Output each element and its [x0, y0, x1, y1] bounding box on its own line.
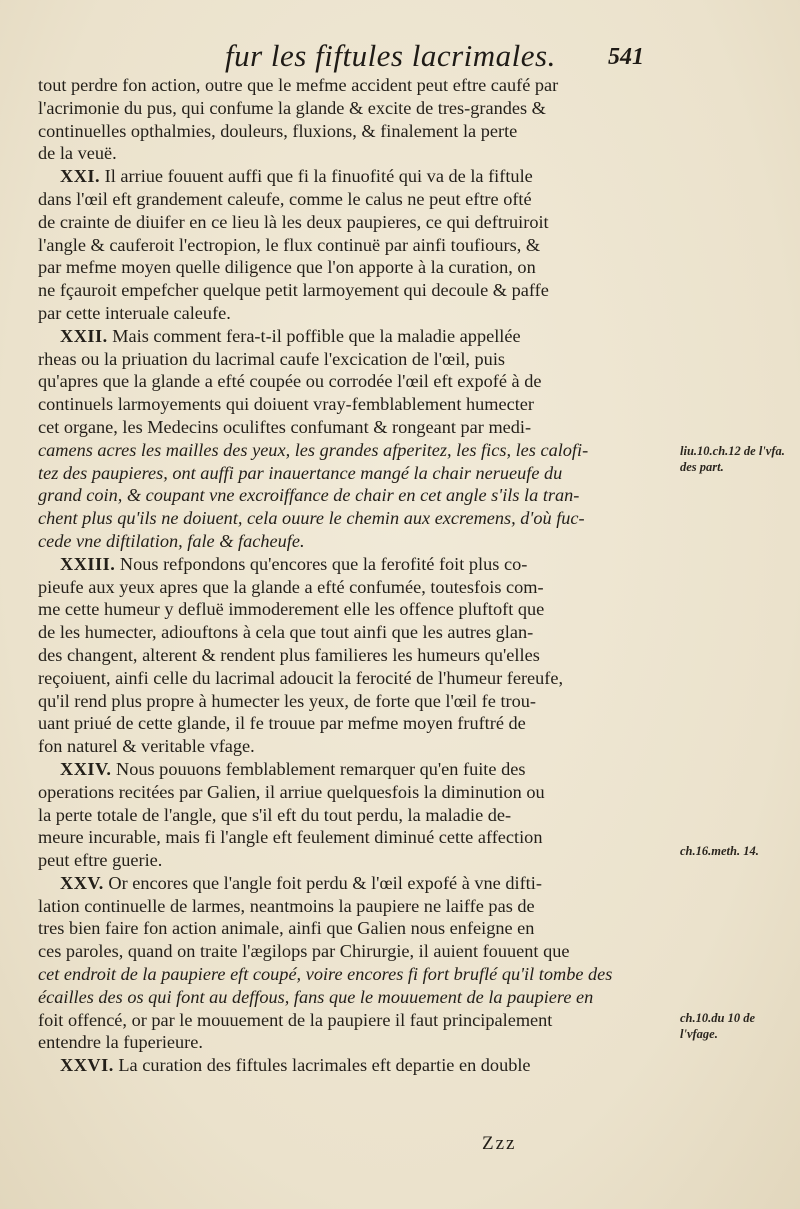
text-line: par mefme moyen quelle diligence que l'on apporte à la curation, on	[38, 257, 536, 278]
text-line: Or encores que l'angle foit perdu & l'œil expofé à vne difti-	[108, 872, 542, 893]
text-line: Nous pouuons femblablement remarquer qu'en fuite des	[116, 758, 526, 779]
text-line: cede vne diftilation, fale & facheufe.	[38, 530, 305, 551]
text-line: ces paroles, quand on traite l'ægilops par Chirurgie, il auient fouuent que	[38, 941, 570, 962]
text-line: La curation des fiftules lacrimales eft departie en double	[118, 1055, 531, 1076]
text-line: grand coin, & coupant vne excroiffance de chair en cet angle s'ils la tran-	[38, 485, 580, 506]
text-line: Il arriue fouuent auffi que fi la finuofité qui va de la fiftule	[104, 166, 533, 187]
text-line: par cette interuale caleufe.	[38, 302, 231, 323]
text-line: dans l'œil eft grandement caleufe, comme le calus ne peut eftre ofté	[38, 188, 532, 209]
running-title: fur les fiftules lacrimales.	[225, 38, 556, 73]
paragraph	[38, 758, 680, 872]
text-line: camens acres les mailles des yeux, les grandes afperitez, les fics, les calofi-	[38, 439, 589, 460]
paragraph-number: XXVI.	[60, 1055, 114, 1076]
text-line: ne fçauroit empefcher quelque petit larmoyement qui decoule & paffe	[38, 280, 549, 301]
paragraph	[38, 325, 680, 553]
text-line: continuelles opthalmies, douleurs, fluxions, & finalement la perte	[38, 120, 518, 141]
text-line: l'angle & cauferoit l'ectropion, le flux continuë par ainfi toufiours, &	[38, 234, 541, 255]
text-line: continuels larmoyements qui doiuent vray-femblablement humecter	[38, 394, 534, 415]
text-line: chent plus qu'ils ne doiuent, cela ouure le chemin aux excremens, d'où fuc-	[38, 508, 585, 529]
text-line: tres bien faire fon action animale, ainfi que Galien nous enfeigne en	[38, 918, 535, 939]
text-line: meure incurable, mais fi l'angle eft feulement diminué cette affection	[38, 827, 543, 848]
paragraph	[38, 872, 680, 1054]
paragraph	[38, 165, 680, 325]
paragraph-number: XXI.	[60, 166, 101, 187]
text-line: operations recitées par Galien, il arriue quelquesfois la diminution ou	[38, 781, 545, 802]
text-line: des changent, alterent & rendent plus familieres les humeurs qu'elles	[38, 644, 540, 665]
catchword-signature: Zzz	[482, 1133, 517, 1154]
margin-note: ch.16.meth. 14.	[680, 844, 759, 858]
margin-notes	[680, 0, 795, 1209]
margin-note: liu.10.ch.12 de l'vfa. des part.	[680, 444, 785, 474]
text-line: pieufe aux yeux apres que la glande a efté confumée, toutesfois com-	[38, 576, 544, 597]
paragraph	[38, 74, 680, 165]
text-line: tez des paupieres, ont auffi par inauertance mangé la chair nerueufe du	[38, 462, 563, 483]
paragraph-number: XXV.	[60, 872, 104, 893]
page-number: 541	[608, 44, 644, 70]
text-line: rheas ou la priuation du lacrimal caufe l'excication de l'œil, puis	[38, 348, 506, 369]
paragraph-number: XXIV.	[60, 758, 112, 779]
text-line: foit offencé, or par le mouuement de la paupiere il faut principalement	[38, 1009, 553, 1030]
text-line: de crainte de diuifer en ce lieu là les deux paupieres, ce qui deftruiroit	[38, 211, 549, 232]
text-line: reçoiuent, ainfi celle du lacrimal adoucit la ferocité de l'humeur fereufe,	[38, 667, 564, 688]
text-line: écailles des os qui font au deffous, fans que le mouuement de la paupiere en	[38, 986, 594, 1007]
paragraph	[38, 1054, 680, 1077]
text-line: Nous refpondons qu'encores que la ferofité foit plus co-	[119, 553, 528, 574]
text-line: peut eftre guerie.	[38, 850, 163, 871]
text-line: tout perdre fon action, outre que le mefme accident peut eftre caufé par	[38, 75, 559, 95]
text-line: cet endroit de la paupiere eft coupé, voire encores fi fort bruflé qu'il tombe des	[38, 964, 613, 985]
text-line: qu'il rend plus propre à humecter les yeux, de forte que l'œil fe trou-	[38, 690, 536, 711]
paragraph	[38, 553, 680, 758]
text-line: de les humecter, adiouftons à cela que tout ainfi que les autres glan-	[38, 622, 534, 643]
text-line: uant priué de cette glande, il fe trouue par mefme moyen fruftré de	[38, 713, 526, 734]
text-line: qu'apres que la glande a efté coupée ou corrodée l'œil eft expofé à de	[38, 371, 542, 392]
text-line: fon naturel & veritable vfage.	[38, 736, 255, 757]
text-line: lation continuelle de larmes, neantmoins la paupiere ne laiffe pas de	[38, 895, 535, 916]
paragraph-number: XXIII.	[60, 553, 116, 574]
text-line: entendre la fuperieure.	[38, 1032, 203, 1053]
body-text	[38, 74, 680, 1077]
paragraph-number: XXII.	[60, 325, 108, 346]
text-line: l'acrimonie du pus, qui confume la glande & excite de tres-grandes &	[38, 97, 546, 118]
text-line: la perte totale de l'angle, que s'il eft du tout perdu, la maladie de-	[38, 804, 512, 825]
text-line: Mais comment fera-t-il poffible que la maladie appellée	[112, 325, 521, 346]
text-line: de la veuë.	[38, 143, 117, 164]
text-line: cet organe, les Medecins oculiftes confumant & rongeant par medi-	[38, 416, 532, 437]
margin-note: ch.10.du 10 de l'vfage.	[680, 1011, 755, 1041]
text-line: me cette humeur y defluë immoderement elle les offence pluftoft que	[38, 599, 545, 620]
